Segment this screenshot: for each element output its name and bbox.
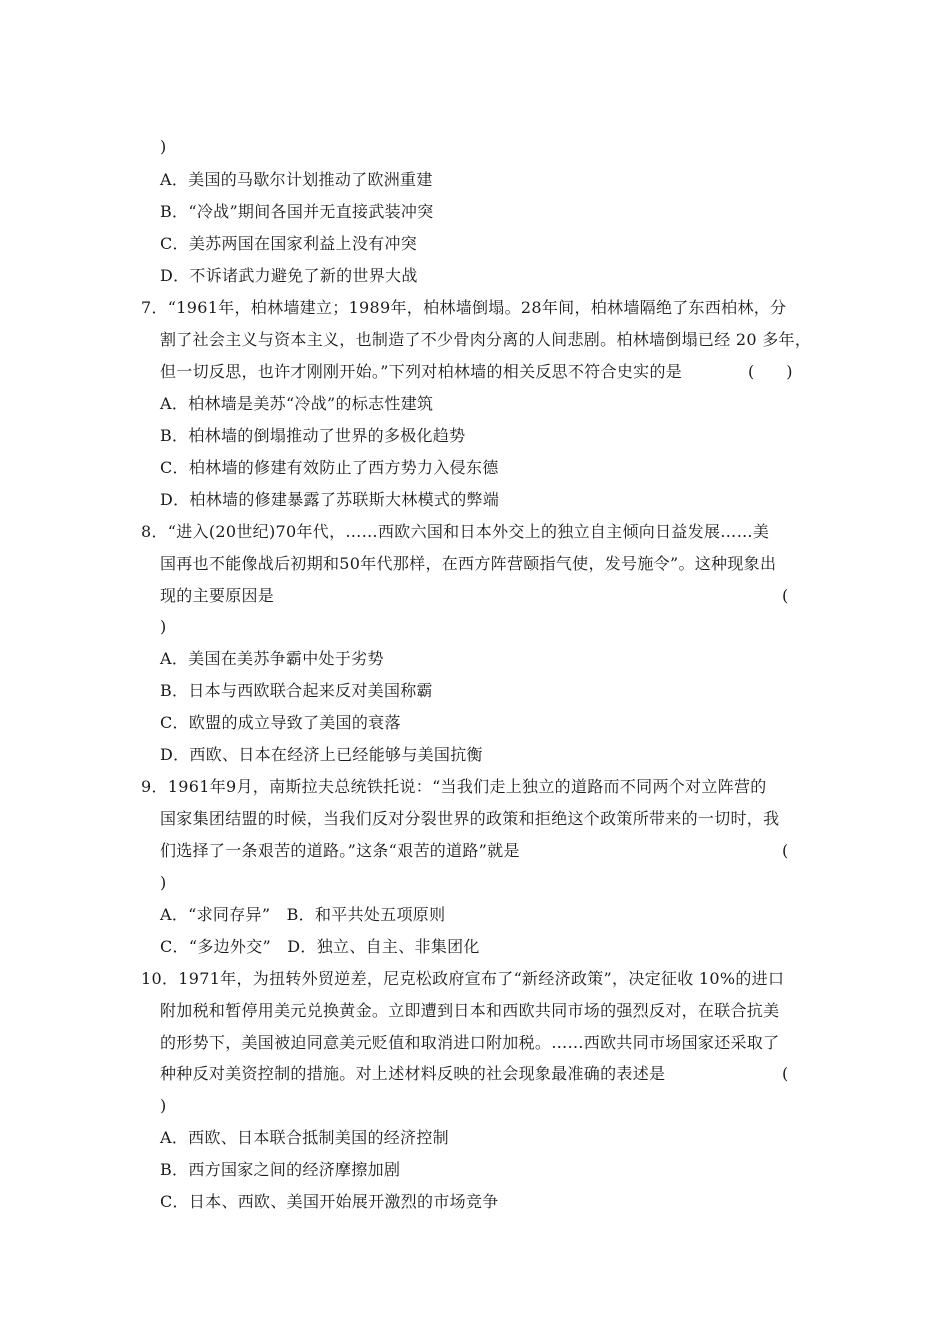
q8-option-d: D．西欧、日本在经济上已经能够与美国抗衡 [160, 745, 483, 764]
q9-option-cd: C．“多边外交” D．独立、自主、非集团化 [160, 937, 480, 956]
q7-stem-line-1: 7．“1961年，柏林墙建立；1989年，柏林墙倒塌。28年间，柏林墙隔绝了东西柏林，分 [141, 298, 787, 317]
q8-stem-line-2: 国再也不能像战后初期和50年代那样，在西方阵营颐指气使，发号施令”。这种现象出 [160, 554, 777, 573]
q8-open-paren: ( [782, 586, 789, 605]
q10-open-paren: ( [782, 1064, 789, 1083]
q6-option-d: D．不诉诸武力避免了新的世界大战 [160, 266, 418, 285]
q10-option-c: C．日本、西欧、美国开始展开激烈的市场竞争 [160, 1192, 499, 1211]
q6-close-paren: ) [160, 137, 167, 156]
q10-close-paren: ) [160, 1096, 167, 1115]
q7-option-c: C．柏林墙的修建有效防止了西方势力入侵东德 [160, 458, 499, 477]
q8-option-b: B．日本与西欧联合起来反对美国称霸 [160, 681, 433, 700]
q8-close-paren: ) [160, 617, 167, 636]
q9-option-ab: A．“求同存异” B．和平共处五项原则 [160, 905, 446, 924]
q7-option-a: A．柏林墙是美苏“冷战”的标志性建筑 [160, 394, 434, 413]
q7-stem-line-3: 但一切反思，也许才刚刚开始。”下列对柏林墙的相关反思不符合史实的是 [160, 362, 683, 381]
q10-stem-line-1: 10．1971年，为扭转外贸逆差，尼克松政府宣布了“新经济政策”，决定征收 10%的进口 [141, 969, 785, 988]
q9-open-paren: ( [782, 841, 789, 860]
q7-option-b: B．柏林墙的倒塌推动了世界的多极化趋势 [160, 426, 466, 445]
q10-stem-line-2: 附加税和暂停用美元兑换黄金。立即遭到日本和西欧共同市场的强烈反对，在联合抗美 [160, 1001, 780, 1020]
q9-stem-line-2: 国家集团结盟的时候，当我们反对分裂世界的政策和拒绝这个政策所带来的一切时，我 [160, 809, 780, 828]
q10-stem-line-3: 的形势下，美国被迫同意美元贬值和取消进口附加税。……西欧共同市场国家还采取了 [160, 1033, 780, 1052]
q7-option-d: D．柏林墙的修建暴露了苏联斯大林模式的弊端 [160, 490, 500, 509]
q10-option-b: B．西方国家之间的经济摩擦加剧 [160, 1160, 401, 1179]
q6-option-c: C．美苏两国在国家利益上没有冲突 [160, 234, 418, 253]
q9-stem-line-1: 9．1961年9月，南斯拉夫总统铁托说：“当我们走上独立的道路而不同两个对立阵营的 [141, 777, 767, 796]
q9-stem-line-3: 们选择了一条艰苦的道路。”这条“艰苦的道路”就是 [160, 841, 520, 860]
q8-stem-line-3: 现的主要原因是 [160, 586, 275, 605]
q8-option-c: C．欧盟的成立导致了美国的衰落 [160, 713, 401, 732]
q8-stem-line-1: 8．“进入(20世纪)70年代，……西欧六国和日本外交上的独立自主倾向日益发展……美 [141, 522, 770, 541]
q7-answer-blank: ( ) [748, 362, 793, 381]
q10-option-a: A．西欧、日本联合抵制美国的经济控制 [160, 1128, 449, 1147]
q7-stem-line-2: 割了社会主义与资本主义，也制造了不少骨肉分离的人间悲剧。柏林墙倒塌已经 20 多年， [160, 330, 812, 349]
q9-close-paren: ) [160, 873, 167, 892]
q6-option-a: A．美国的马歇尔计划推动了欧洲重建 [160, 170, 433, 189]
q6-option-b: B．“冷战”期间各国并无直接武装冲突 [160, 202, 434, 221]
q10-stem-line-4: 种种反对美资控制的措施。对上述材料反映的社会现象最准确的表述是 [160, 1064, 666, 1083]
q8-option-a: A．美国在美苏争霸中处于劣势 [160, 649, 384, 668]
